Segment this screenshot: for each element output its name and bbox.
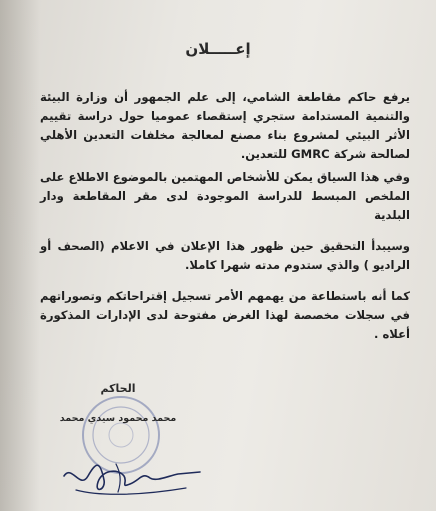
signer-name: محمد محمود سيدي محمد — [59, 413, 177, 424]
signer-title: الحاكم — [100, 382, 136, 395]
paragraph-announcement — [40, 88, 410, 164]
company-name: GMRC — [291, 147, 330, 161]
paragraph-suggestions: كما أنه باستطاعة من يهمهم الأمر تسجيل إقتراحاتكم وتصوراتهم في سجلات مخصصة لهذا الغرض مفتوحة لدى الإدارات المذكورة أعلاه . — [40, 289, 410, 341]
document-title: إعـــــلان — [185, 40, 251, 58]
paragraph-consultation: وفي هذا السياق يمكن للأشخاص المهتمين بالموضوع الاطلاع على الملخص المبسط للدراسة الموجودة لدى مقر المقاطعة ودار البلدية — [40, 170, 410, 222]
page-shadow — [0, 0, 40, 511]
company-suffix: للتعدين. — [240, 147, 288, 161]
document-body — [40, 88, 410, 356]
signature-block — [48, 382, 188, 424]
handwritten-signature — [58, 446, 208, 506]
paragraph-announcement-text: يرفع حاكم مقاطعة الشامي، إلى علم الجمهور أن وزارة البيئة والتنمية المستدامة ستجري إستقصاء عموميا حول دراسة تقييم الأثر البيئي لمشروع بناء مصنع لمعالجة مخلفات التعدين الأهلي لصالحة شركة — [40, 90, 410, 161]
paragraph-investigation: وسيبدأ التحقيق حين ظهور هذا الإعلان في الاعلام (الصحف أو الراديو ) والذي ستدوم مدته شهرا كاملا. — [40, 239, 410, 272]
